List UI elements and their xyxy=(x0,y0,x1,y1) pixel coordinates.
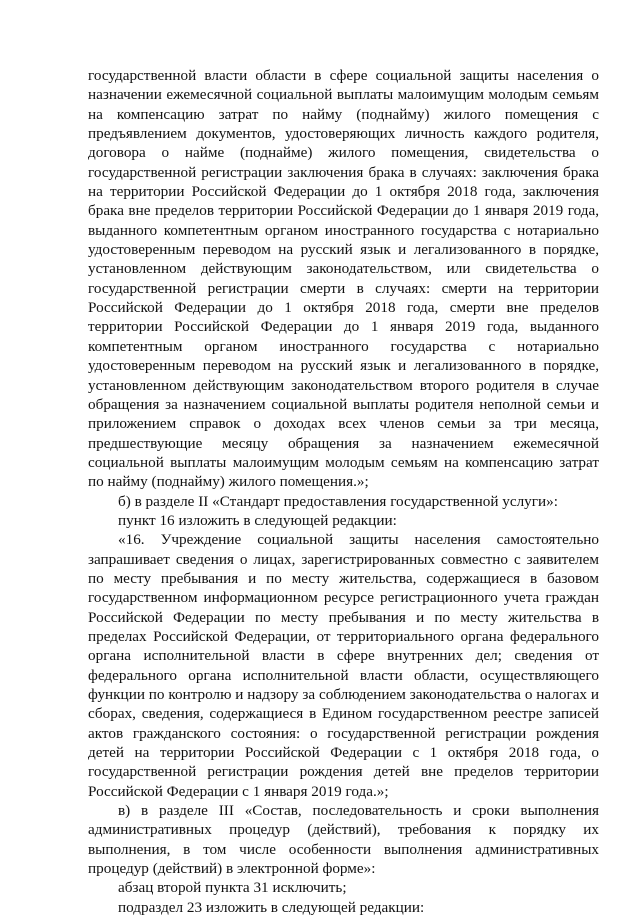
paragraph-section-3: в) в разделе III «Состав, последовательность и сроки выполнения административных процедур (действий), требования к порядку их выполнения, в том числе особенности выполнения административных процедур (действий) в электронной форме»: xyxy=(88,802,599,878)
paragraph-point-31: абзац второй пункта 31 исключить; xyxy=(118,879,347,897)
paragraph-point-16-intro: пункт 16 изложить в следующей редакции: xyxy=(118,511,397,529)
paragraph-section-2: б) в разделе II «Стандарт предоставления государственной услуги»: xyxy=(118,492,558,510)
paragraph-point-16-text: «16. Учреждение социальной защиты населения самостоятельно запрашивает сведения о лицах, зарегистрированных совместно с заявителем по месту пребывания и по месту жительства, содержащиеся в базовом государственном информационном ресурсе регистрационного учета граждан Российской Федерации по месту пребывания и по месту жительства в пределах Российской Федерации, от территориального органа федерального органа исполнительной власти в сфере внутренних дел; сведения от федерального органа исполнительной власти области, осуществляющего функции по контролю и надзору за соблюдением законодательства о налогах и сборах, сведения, содержащиеся в Едином государственном реестре записей актов гражданского состояния: о государственной регистрации рождения детей на территории Российской Федерации с 1 октября 2018 года, о государственной регистрации рождения детей вне пределов территории Российской Федерации с 1 января 2019 года.»; xyxy=(88,531,599,800)
paragraph-continuation: государственной власти области в сфере социальной защиты населения о назначении ежемесячной социальной выплаты малоимущим молодым семьям на компенсацию затрат по найму (поднайму) жилого помещения с предъявлением документов, удостоверяющих личность каждого родителя, договора о найме (поднайме) жилого помещения, свидетельства о государственной регистрации заключения брака в случаях: заключения брака на территории Российской Федерации до 1 октября 2018 года, заключения брака вне пределов территории Российской Федерации до 1 января 2019 года, выданного компетентным органом иностранного государства с нотариально удостоверенным переводом на русский язык и легализованного в порядке, установленном действующим законодательством, или свидетельства о государственной регистрации смерти в случаях: смерти на территории Российской Федерации до 1 октября 2018 года, смерти вне пределов территории Российской Федерации до 1 января 2019 года, выданного компетентным органом иностранного государства с нотариально удостоверенным переводом на русский язык и легализованного в порядке, установленном действующим законодательством второго родителя в случае обращения за назначением социальной выплаты родителя неполной семьи и приложением справок о доходах всех членов семьи за три месяца, предшествующие месяцу обращения за назначением ежемесячной социальной выплаты малоимущим молодым семьям на компенсацию затрат по найму (поднайму) жилого помещения.»; xyxy=(88,67,599,491)
paragraph-subsection-23: подраздел 23 изложить в следующей редакции: xyxy=(118,898,425,916)
document-page xyxy=(88,66,599,917)
